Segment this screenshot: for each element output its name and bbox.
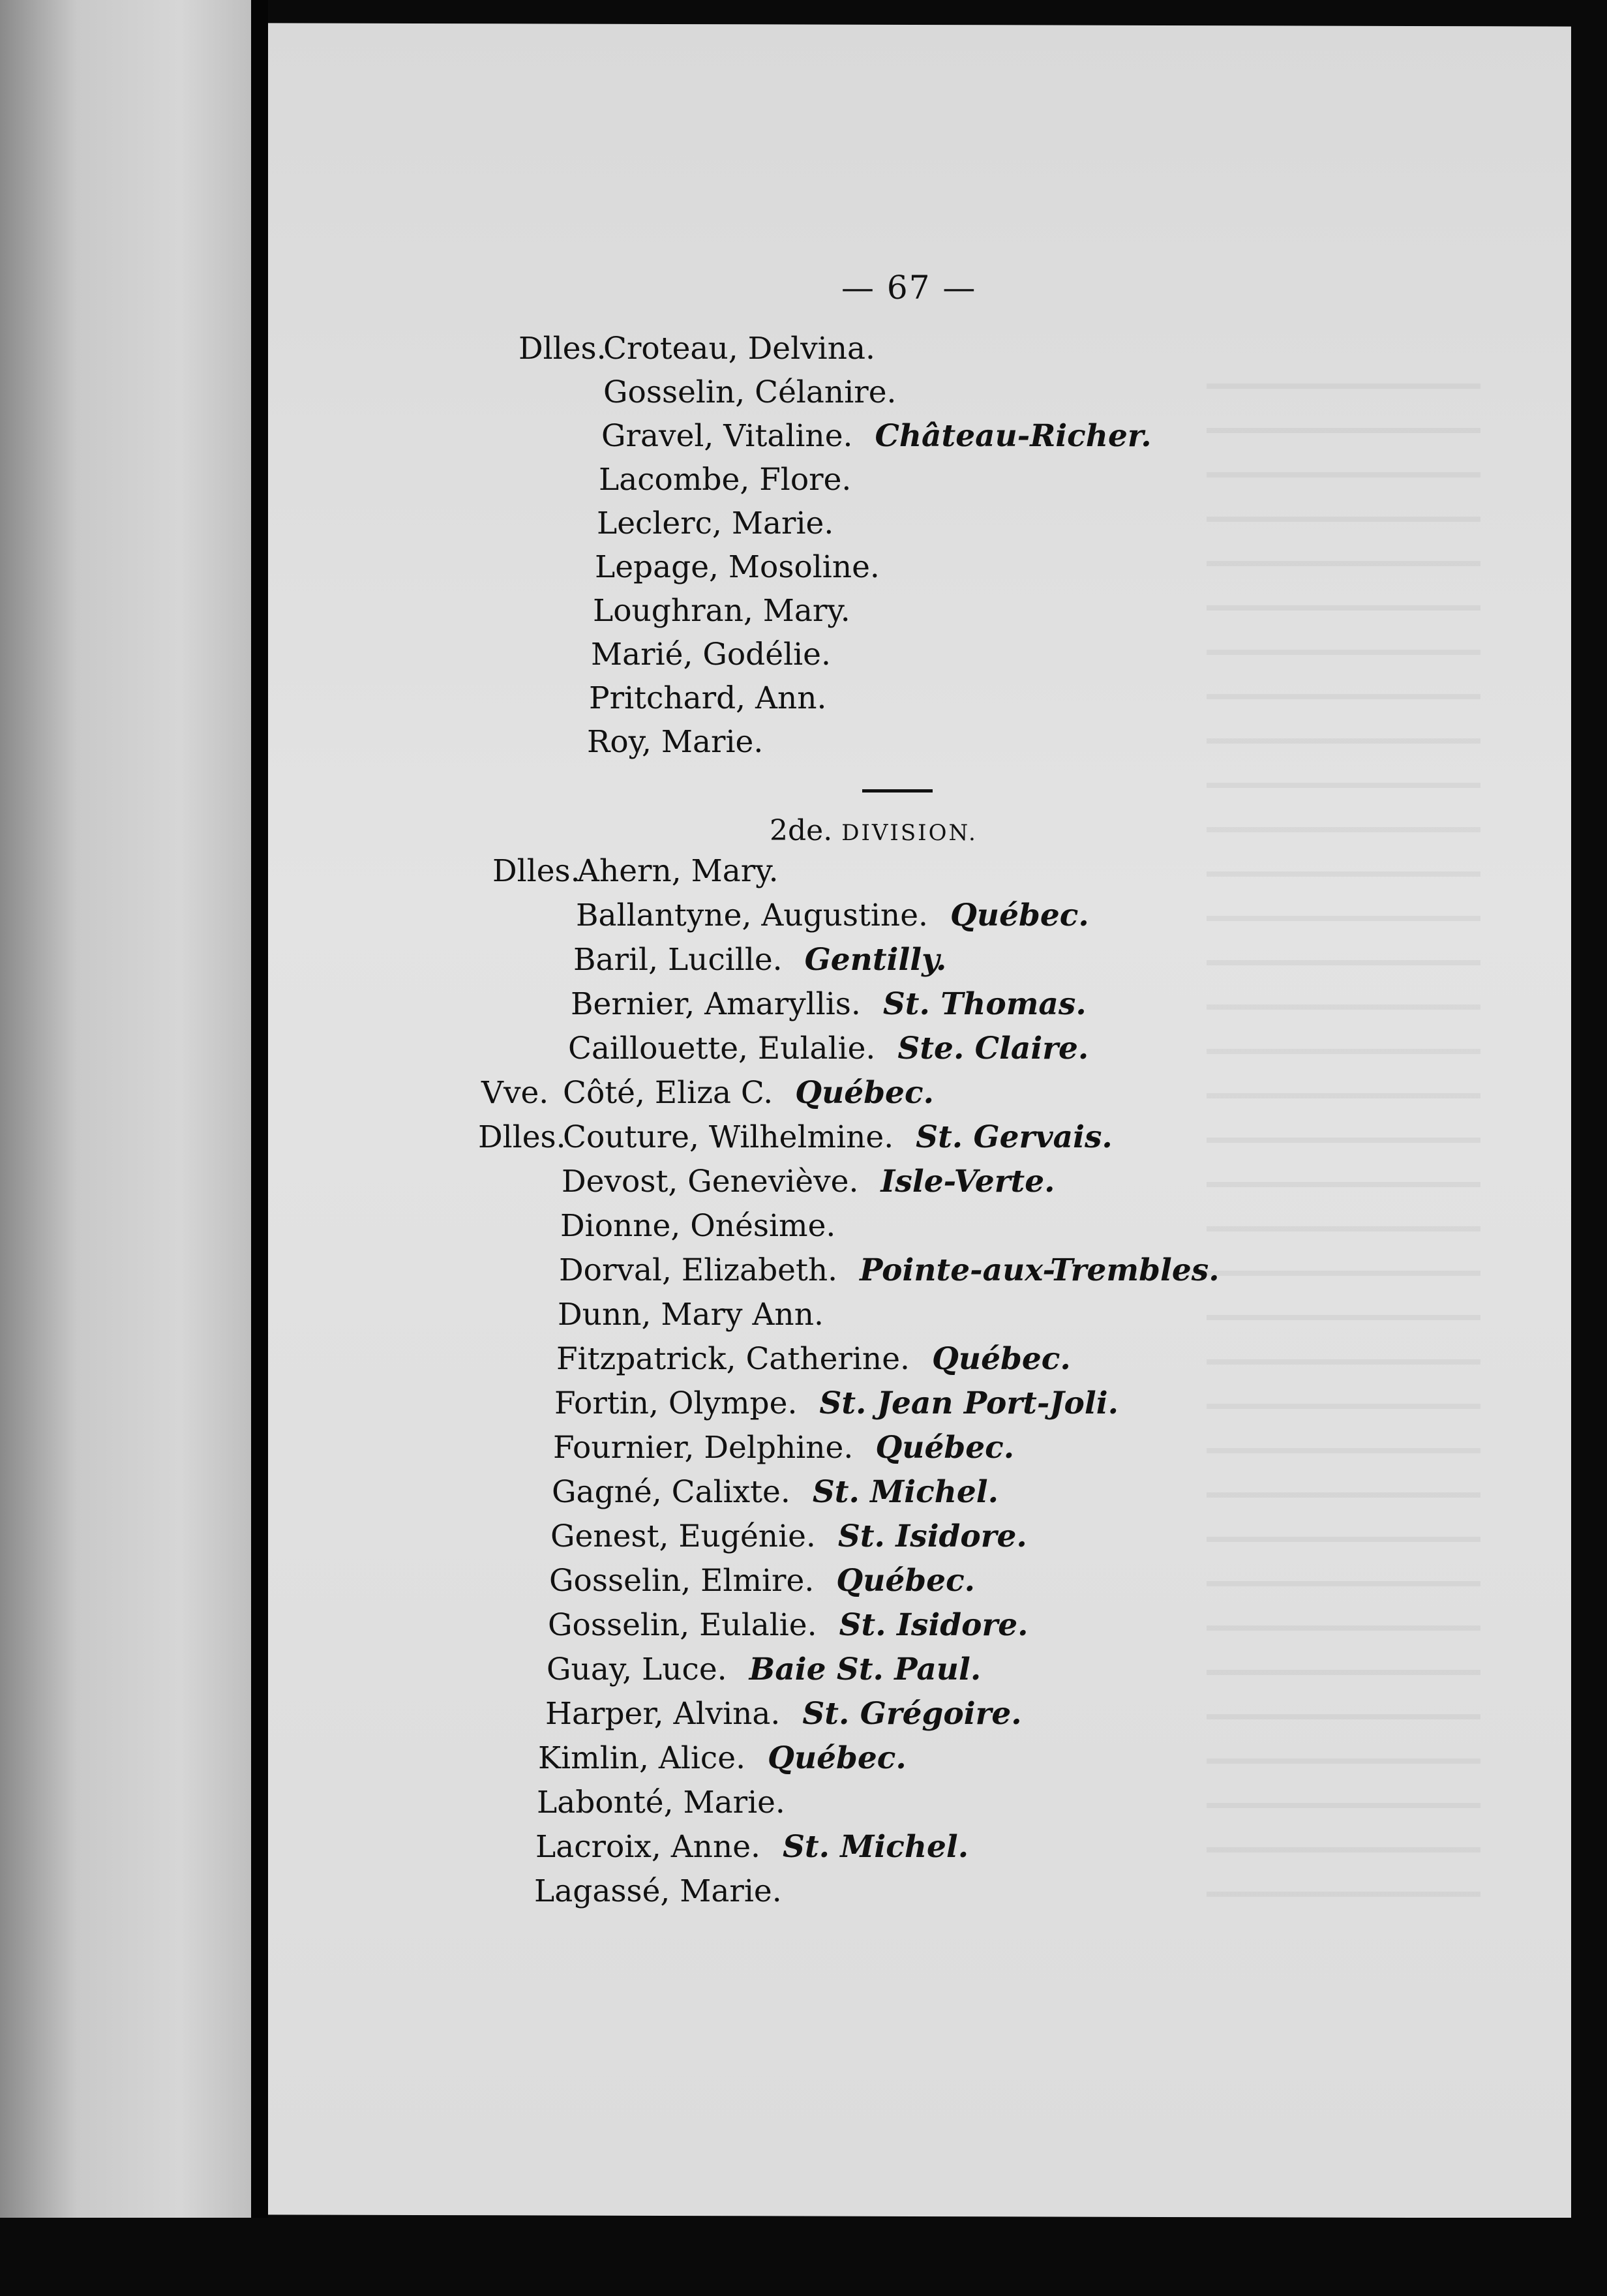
page-number: — 67 — — [841, 269, 977, 307]
entry-name: Harper, Alvina. — [545, 1696, 781, 1732]
list-item — [537, 1785, 785, 1820]
section-divider — [862, 789, 933, 793]
entry-name: Dorval, Elizabeth. — [559, 1252, 838, 1288]
entry-place: St. Grégoire. — [802, 1696, 1022, 1732]
entry-name: Bernier, Amaryllis. — [571, 986, 861, 1022]
entry-name: Ballantyne, Augustine. — [576, 898, 928, 933]
entry-name: Dunn, Mary Ann. — [558, 1297, 824, 1333]
entry-prefix: Dlles. — [492, 853, 580, 889]
list-item — [589, 680, 826, 716]
entry-name: Gosselin, Eulalie. — [548, 1607, 817, 1643]
entry-prefix: Dlles. — [518, 331, 607, 367]
entry-place: Isle-Verte. — [880, 1164, 1055, 1200]
entry-name: Pritchard, Ann. — [589, 680, 827, 716]
entry-name: Baril, Lucille. — [573, 942, 783, 978]
entry-place: St. Isidore. — [839, 1607, 1029, 1643]
list-item — [595, 549, 880, 585]
entry-place: Gentilly. — [804, 942, 947, 978]
list-item — [553, 1430, 1014, 1466]
list-item — [559, 1252, 1220, 1288]
list-item — [558, 1297, 824, 1333]
entry-name: Devost, Geneviève. — [562, 1164, 859, 1200]
entry-name: Kimlin, Alice. — [538, 1740, 746, 1776]
entry-place: Ste. Claire. — [897, 1031, 1089, 1066]
entry-name: Fortin, Olympe. — [554, 1385, 798, 1421]
entry-place: St. Thomas. — [882, 986, 1087, 1022]
entry-place: Château-Richer. — [875, 418, 1152, 454]
entry-name: Guay, Luce. — [547, 1652, 727, 1687]
entry-name: Gosselin, Célanire. — [603, 374, 897, 410]
entry-name: Fitzpatrick, Catherine. — [556, 1341, 910, 1377]
entry-name: Genest, Eugénie. — [550, 1518, 816, 1554]
entry-name: Labonté, Marie. — [537, 1785, 785, 1820]
division-heading — [770, 814, 978, 847]
list-item — [538, 1740, 907, 1776]
entry-name: Dionne, Onésime. — [560, 1208, 836, 1244]
entry-place: Pointe-aux-Trembles. — [860, 1252, 1220, 1288]
entry-name: Lacroix, Anne. — [535, 1829, 760, 1865]
entry-place: St. Gervais. — [916, 1119, 1113, 1155]
list-item — [478, 1119, 1113, 1155]
list-item — [550, 1518, 1027, 1554]
entry-name: Ahern, Mary. — [577, 853, 779, 889]
entry-name: Loughran, Mary. — [593, 593, 850, 629]
division-number: 2de. — [770, 814, 833, 847]
entry-place: Québec. — [931, 1341, 1071, 1377]
entry-name: Gagné, Calixte. — [552, 1474, 790, 1510]
list-item — [587, 724, 763, 760]
list-item — [591, 637, 831, 672]
list-item — [492, 853, 779, 889]
division-word: DIVISION. — [841, 820, 978, 846]
entry-prefix: Vve. — [481, 1075, 549, 1111]
list-item — [552, 1474, 999, 1510]
entry-prefix: Dlles. — [478, 1119, 566, 1155]
entry-place: St. Jean Port-Joli. — [819, 1385, 1119, 1421]
list-item — [593, 593, 850, 629]
entry-place: St. Isidore. — [837, 1518, 1027, 1554]
list-item — [535, 1829, 969, 1865]
entry-name: Côté, Eliza C. — [563, 1075, 773, 1111]
list-item — [576, 898, 1089, 933]
entry-place: St. Michel. — [812, 1474, 999, 1510]
list-item — [556, 1341, 1071, 1377]
list-item — [554, 1385, 1119, 1421]
list-item — [560, 1208, 835, 1244]
entry-name: Lagassé, Marie. — [534, 1873, 782, 1909]
entry-place: Québec. — [950, 898, 1089, 933]
list-item — [603, 374, 896, 410]
list-item — [545, 1696, 1022, 1732]
list-item — [601, 418, 1152, 454]
list-item — [481, 1075, 934, 1111]
entry-place: Baie St. Paul. — [749, 1652, 982, 1687]
entry-name: Fournier, Delphine. — [553, 1430, 854, 1466]
entry-name: Lacombe, Flore. — [599, 462, 852, 498]
entry-place: Québec. — [836, 1563, 976, 1599]
list-item — [573, 942, 946, 978]
list-item — [549, 1563, 975, 1599]
list-item — [568, 1031, 1089, 1066]
entry-name: Leclerc, Marie. — [597, 506, 834, 541]
entry-name: Roy, Marie. — [587, 724, 764, 760]
list-item — [599, 462, 851, 498]
list-item — [562, 1164, 1055, 1200]
entry-place: Québec. — [795, 1075, 934, 1111]
entry-name: Couture, Wilhelmine. — [563, 1119, 894, 1155]
list-item — [597, 506, 834, 541]
list-item — [571, 986, 1087, 1022]
entry-place: St. Michel. — [782, 1829, 969, 1865]
entry-place: Québec. — [768, 1740, 907, 1776]
list-item — [548, 1607, 1028, 1643]
entry-name: Caillouette, Eulalie. — [568, 1031, 876, 1066]
list-item — [518, 331, 875, 367]
entry-name: Gosselin, Elmire. — [549, 1563, 815, 1599]
list-item — [534, 1873, 782, 1909]
entry-name: Croteau, Delvina. — [603, 331, 875, 367]
entry-name: Marié, Godélie. — [591, 637, 831, 672]
entry-name: Lepage, Mosoline. — [595, 549, 880, 585]
entry-place: Québec. — [875, 1430, 1015, 1466]
list-item — [547, 1652, 981, 1687]
entry-name: Gravel, Vitaline. — [601, 418, 853, 454]
